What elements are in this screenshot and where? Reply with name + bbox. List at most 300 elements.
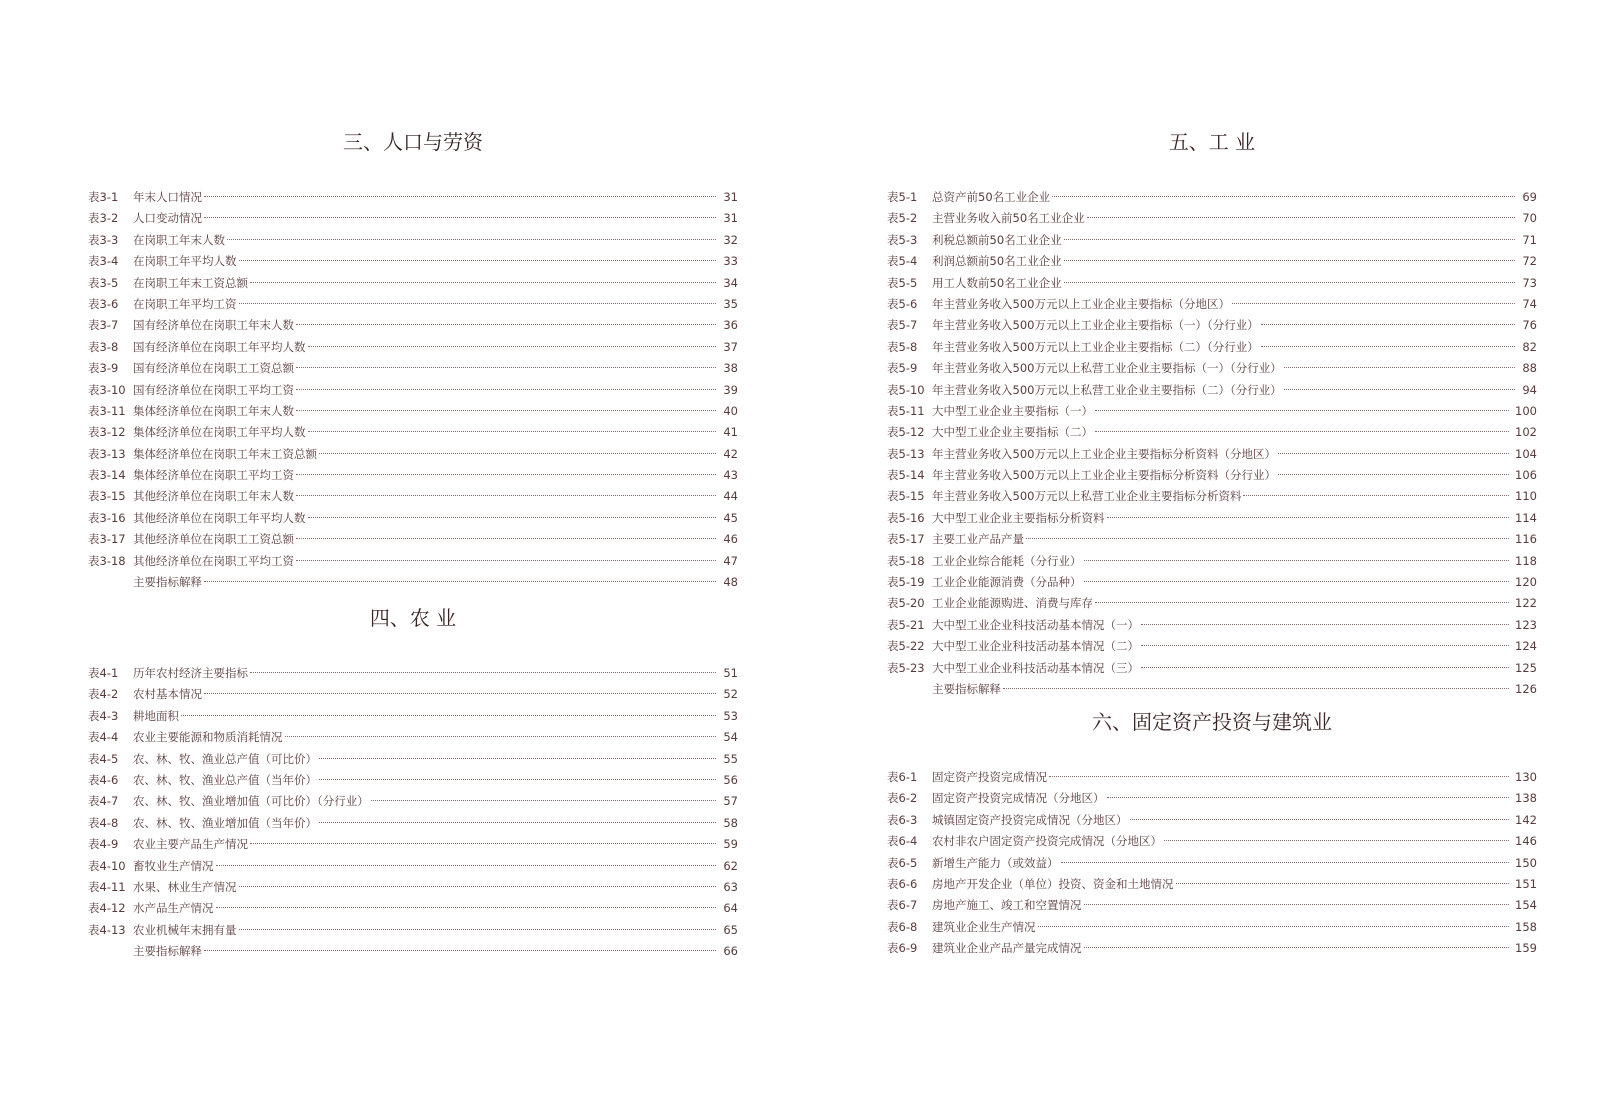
toc-entry[interactable] bbox=[887, 465, 1537, 486]
entry-title: 利税总额前50名工业企业 bbox=[932, 232, 1062, 247]
table-code: 表6-6 bbox=[887, 876, 918, 891]
toc-entry[interactable] bbox=[88, 465, 738, 486]
page-number: 37 bbox=[723, 339, 738, 354]
dot-leader bbox=[239, 886, 717, 887]
dot-leader bbox=[204, 217, 716, 218]
toc-entry[interactable] bbox=[88, 749, 738, 770]
dot-leader bbox=[1084, 904, 1510, 905]
toc-entry[interactable] bbox=[88, 486, 738, 507]
entry-title: 农、林、牧、渔业总产值（当年价） bbox=[133, 772, 317, 787]
entry-title: 农村基本情况 bbox=[133, 687, 202, 702]
page-number: 41 bbox=[723, 425, 738, 440]
table-code: 表3-11 bbox=[88, 403, 126, 418]
table-code: 表4-1 bbox=[88, 666, 119, 680]
toc-entry[interactable] bbox=[88, 358, 738, 379]
table-code: 表6-9 bbox=[887, 941, 918, 956]
page-number: 76 bbox=[1522, 318, 1537, 333]
dot-leader bbox=[1049, 776, 1509, 777]
table-code: 表5-11 bbox=[887, 403, 925, 418]
entry-title: 用工人数前50名工业企业 bbox=[932, 275, 1062, 290]
entry-title: 年主营业务收入500万元以上私营工业企业主要指标（二）（分行业） bbox=[932, 382, 1282, 397]
toc-entry[interactable] bbox=[887, 294, 1537, 315]
table-code: 表3-7 bbox=[88, 318, 119, 333]
table-code: 表3-9 bbox=[88, 361, 119, 376]
toc-entry[interactable] bbox=[88, 315, 738, 336]
page-number: 44 bbox=[723, 489, 738, 504]
table-code: 表3-12 bbox=[88, 425, 126, 440]
dot-leader bbox=[1284, 389, 1515, 390]
entry-title: 集体经济单位在岗职工年平均人数 bbox=[133, 425, 306, 440]
table-code: 表4-8 bbox=[88, 815, 119, 830]
entry-title: 总资产前50名工业企业 bbox=[932, 190, 1051, 204]
dot-leader bbox=[308, 431, 717, 432]
entry-title: 年主营业务收入500万元以上工业企业主要指标分析资料（分地区） bbox=[932, 446, 1276, 461]
page-number: 56 bbox=[723, 772, 738, 787]
page-number: 124 bbox=[1515, 639, 1537, 654]
page-number: 106 bbox=[1515, 468, 1537, 483]
table-code: 表4-4 bbox=[88, 730, 119, 745]
table-code: 表5-12 bbox=[887, 425, 925, 440]
entry-title: 畜牧业生产情况 bbox=[133, 858, 214, 873]
dot-leader bbox=[239, 260, 717, 261]
toc-entry[interactable] bbox=[88, 898, 738, 919]
page-number: 151 bbox=[1515, 876, 1537, 891]
dot-leader bbox=[1261, 346, 1515, 347]
dot-leader bbox=[1084, 947, 1510, 948]
entry-title: 建筑业企业生产情况 bbox=[932, 919, 1036, 934]
toc-entry[interactable] bbox=[887, 380, 1537, 401]
table-code: 表5-18 bbox=[887, 553, 925, 568]
entry-title: 主要指标解释 bbox=[133, 575, 202, 590]
page-number: 48 bbox=[723, 575, 738, 590]
table-code: 表5-9 bbox=[887, 361, 918, 376]
dot-leader bbox=[204, 950, 716, 951]
dot-leader bbox=[1052, 196, 1515, 197]
page-number: 65 bbox=[723, 922, 738, 937]
toc-entry[interactable] bbox=[88, 444, 738, 465]
entry-title: 年主营业务收入500万元以上工业企业主要指标（一）（分行业） bbox=[932, 318, 1259, 333]
toc-entry[interactable] bbox=[88, 813, 738, 834]
entry-title: 农、林、牧、渔业增加值（可比价）（分行业） bbox=[133, 794, 369, 809]
table-code: 表5-6 bbox=[887, 296, 918, 311]
dot-leader bbox=[216, 865, 717, 866]
entry-title: 农、林、牧、渔业总产值（可比价） bbox=[133, 751, 317, 766]
entry-title: 工业企业综合能耗（分行业） bbox=[932, 553, 1082, 568]
toc-entries bbox=[887, 187, 1537, 700]
table-code: 表5-1 bbox=[887, 190, 918, 204]
toc-entry[interactable] bbox=[887, 615, 1537, 636]
toc-entry[interactable] bbox=[88, 380, 738, 401]
dot-leader bbox=[319, 453, 716, 454]
table-code: 表5-14 bbox=[887, 468, 925, 483]
entry-title: 城镇固定资产投资完成情况（分地区） bbox=[932, 812, 1128, 827]
page-number: 114 bbox=[1515, 510, 1537, 525]
entry-title: 农、林、牧、渔业增加值（当年价） bbox=[133, 815, 317, 830]
toc-entry[interactable] bbox=[88, 706, 738, 727]
toc-entry[interactable] bbox=[887, 187, 1537, 208]
dot-leader bbox=[216, 907, 717, 908]
toc-entry[interactable] bbox=[88, 401, 738, 422]
toc-entry[interactable] bbox=[887, 938, 1537, 959]
page-number: 53 bbox=[723, 708, 738, 723]
dot-leader bbox=[1084, 581, 1510, 582]
toc-entry[interactable] bbox=[887, 895, 1537, 916]
dot-leader bbox=[319, 822, 716, 823]
toc-entries bbox=[88, 663, 738, 962]
toc-entry[interactable] bbox=[88, 791, 738, 812]
page-number: 66 bbox=[723, 944, 738, 959]
entry-title: 固定资产投资完成情况 bbox=[932, 770, 1047, 784]
page-number: 130 bbox=[1515, 770, 1537, 784]
page-number: 102 bbox=[1515, 425, 1537, 440]
entry-title: 年主营业务收入500万元以上私营工业企业主要指标分析资料 bbox=[932, 489, 1242, 504]
page-number: 45 bbox=[723, 510, 738, 525]
entry-title: 大中型工业企业主要指标（一） bbox=[932, 403, 1093, 418]
toc-entry[interactable] bbox=[88, 230, 738, 251]
dot-leader bbox=[296, 560, 716, 561]
table-code: 表3-13 bbox=[88, 446, 126, 461]
dot-leader bbox=[296, 389, 716, 390]
dot-leader bbox=[227, 239, 716, 240]
toc-entry[interactable] bbox=[887, 230, 1537, 251]
table-code: 表5-23 bbox=[887, 660, 925, 675]
table-code: 表3-2 bbox=[88, 211, 119, 226]
page-number: 58 bbox=[723, 815, 738, 830]
entry-title: 耕地面积 bbox=[133, 708, 179, 723]
dot-leader bbox=[296, 495, 716, 496]
page-number: 82 bbox=[1522, 339, 1537, 354]
entry-title: 在岗职工年末人数 bbox=[133, 232, 225, 247]
table-code: 表3-5 bbox=[88, 275, 119, 290]
toc-entry[interactable] bbox=[887, 444, 1537, 465]
toc-entry[interactable] bbox=[887, 315, 1537, 336]
page-number: 72 bbox=[1522, 254, 1537, 269]
toc-entry[interactable] bbox=[887, 551, 1537, 572]
page-number: 120 bbox=[1515, 575, 1537, 590]
toc-entry[interactable] bbox=[887, 788, 1537, 809]
dot-leader bbox=[181, 715, 716, 716]
dot-leader bbox=[250, 282, 716, 283]
page-number: 64 bbox=[723, 901, 738, 916]
table-code: 表4-10 bbox=[88, 858, 126, 873]
entry-title: 在岗职工年平均工资 bbox=[133, 296, 237, 311]
page-number: 34 bbox=[723, 275, 738, 290]
toc-entry[interactable] bbox=[887, 508, 1537, 529]
entry-title: 工业企业能源购进、消费与库存 bbox=[932, 596, 1093, 611]
toc-entry[interactable] bbox=[88, 422, 738, 443]
entry-title: 工业企业能源消费（分品种） bbox=[932, 575, 1082, 590]
dot-leader bbox=[371, 800, 716, 801]
toc-entry[interactable] bbox=[88, 529, 738, 550]
table-code: 表5-15 bbox=[887, 489, 925, 504]
dot-leader bbox=[1232, 303, 1515, 304]
table-code: 表3-3 bbox=[88, 232, 119, 247]
table-code: 表5-2 bbox=[887, 211, 918, 226]
page-number: 54 bbox=[723, 730, 738, 745]
page-number: 32 bbox=[723, 232, 738, 247]
dot-leader bbox=[1107, 517, 1510, 518]
page-number: 70 bbox=[1522, 211, 1537, 226]
toc-entry[interactable] bbox=[88, 337, 738, 358]
toc-entry[interactable] bbox=[887, 679, 1537, 700]
toc-entry[interactable] bbox=[887, 831, 1537, 852]
toc-entry[interactable] bbox=[88, 208, 738, 229]
dot-leader bbox=[1095, 431, 1509, 432]
toc-entry[interactable] bbox=[887, 636, 1537, 657]
table-code: 表3-15 bbox=[88, 489, 126, 504]
table-code: 表6-7 bbox=[887, 898, 918, 913]
dot-leader bbox=[1087, 217, 1515, 218]
toc-section-fixed-investment-construction bbox=[887, 707, 1537, 960]
toc-entry[interactable] bbox=[887, 529, 1537, 550]
dot-leader bbox=[250, 843, 716, 844]
toc-entry[interactable] bbox=[887, 273, 1537, 294]
table-code: 表5-8 bbox=[887, 339, 918, 354]
page-number: 38 bbox=[723, 361, 738, 376]
page-number: 52 bbox=[723, 687, 738, 702]
page-number: 36 bbox=[723, 318, 738, 333]
table-code: 表4-12 bbox=[88, 901, 126, 916]
dot-leader bbox=[1278, 474, 1509, 475]
page-number: 154 bbox=[1515, 898, 1537, 913]
entry-title: 历年农村经济主要指标 bbox=[133, 666, 248, 680]
dot-leader bbox=[250, 672, 716, 673]
entry-title: 大中型工业企业科技活动基本情况（一） bbox=[932, 617, 1139, 632]
table-code: 表3-16 bbox=[88, 510, 126, 525]
toc-entry[interactable] bbox=[887, 358, 1537, 379]
toc-entry[interactable] bbox=[88, 770, 738, 791]
dot-leader bbox=[1284, 367, 1515, 368]
toc-entry[interactable] bbox=[887, 251, 1537, 272]
dot-leader bbox=[308, 346, 717, 347]
table-code: 表4-7 bbox=[88, 794, 119, 809]
table-code: 表6-3 bbox=[887, 812, 918, 827]
dot-leader bbox=[296, 474, 716, 475]
toc-entry[interactable] bbox=[887, 572, 1537, 593]
dot-leader bbox=[1003, 688, 1509, 689]
toc-entry[interactable] bbox=[887, 767, 1537, 788]
toc-entry[interactable] bbox=[887, 853, 1537, 874]
entry-title: 年主营业务收入500万元以上工业企业主要指标（二）（分行业） bbox=[932, 339, 1259, 354]
entry-title: 建筑业企业产品产量完成情况 bbox=[932, 941, 1082, 956]
page-number: 138 bbox=[1515, 791, 1537, 806]
entry-title: 在岗职工年末工资总额 bbox=[133, 275, 248, 290]
dot-leader bbox=[1176, 883, 1510, 884]
table-code: 表4-13 bbox=[88, 922, 126, 937]
entry-title: 人口变动情况 bbox=[133, 211, 202, 226]
entry-title: 房地产施工、竣工和空置情况 bbox=[932, 898, 1082, 913]
entry-title: 农业机械年末拥有量 bbox=[133, 922, 237, 937]
page-number: 159 bbox=[1515, 941, 1537, 956]
dot-leader bbox=[1107, 797, 1510, 798]
page-number: 104 bbox=[1515, 446, 1537, 461]
page-number: 47 bbox=[723, 553, 738, 568]
toc-entry[interactable] bbox=[887, 337, 1537, 358]
section-heading: 四、农 业 bbox=[369, 606, 457, 630]
toc-entry[interactable] bbox=[887, 874, 1537, 895]
toc-entry[interactable] bbox=[88, 877, 738, 898]
entry-title: 其他经济单位在岗职工年末人数 bbox=[133, 489, 294, 504]
dot-leader bbox=[285, 736, 717, 737]
toc-entry[interactable] bbox=[88, 251, 738, 272]
page-number: 33 bbox=[723, 254, 738, 269]
page-number: 63 bbox=[723, 879, 738, 894]
toc-entry[interactable] bbox=[887, 422, 1537, 443]
toc-section-population-labor bbox=[88, 127, 738, 593]
dot-leader bbox=[1164, 840, 1509, 841]
table-code: 表5-5 bbox=[887, 275, 918, 290]
dot-leader bbox=[296, 538, 716, 539]
page-number: 110 bbox=[1515, 489, 1537, 504]
dot-leader bbox=[204, 196, 716, 197]
table-code: 表4-11 bbox=[88, 879, 126, 894]
toc-entry[interactable] bbox=[88, 727, 738, 748]
entry-title: 新增生产能力（或效益） bbox=[932, 855, 1059, 870]
table-code: 表5-20 bbox=[887, 596, 925, 611]
dot-leader bbox=[319, 779, 716, 780]
table-code: 表6-8 bbox=[887, 919, 918, 934]
dot-leader bbox=[239, 929, 717, 930]
toc-entry[interactable] bbox=[887, 658, 1537, 679]
entry-title: 集体经济单位在岗职工年末工资总额 bbox=[133, 446, 317, 461]
entry-title: 在岗职工年平均人数 bbox=[133, 254, 237, 269]
toc-entry[interactable] bbox=[88, 941, 738, 962]
dot-leader bbox=[1026, 538, 1509, 539]
entry-title: 农业主要能源和物质消耗情况 bbox=[133, 730, 283, 745]
toc-entry[interactable] bbox=[887, 917, 1537, 938]
toc-entry[interactable] bbox=[887, 486, 1537, 507]
toc-entry[interactable] bbox=[88, 834, 738, 855]
entry-title: 水产品生产情况 bbox=[133, 901, 214, 916]
toc-entry[interactable] bbox=[88, 273, 738, 294]
entry-title: 大中型工业企业主要指标分析资料 bbox=[932, 510, 1105, 525]
dot-leader bbox=[1141, 624, 1509, 625]
toc-entry[interactable] bbox=[88, 663, 738, 684]
section-heading: 六、固定资产投资与建筑业 bbox=[1092, 710, 1332, 734]
toc-entry[interactable] bbox=[88, 920, 738, 941]
dot-leader bbox=[1095, 602, 1509, 603]
dot-leader bbox=[296, 410, 716, 411]
table-code: 表3-6 bbox=[88, 296, 119, 311]
table-code: 表5-21 bbox=[887, 617, 925, 632]
table-code: 表5-17 bbox=[887, 532, 925, 547]
toc-entry[interactable] bbox=[887, 593, 1537, 614]
entry-title: 利润总额前50名工业企业 bbox=[932, 254, 1062, 269]
dot-leader bbox=[1064, 260, 1515, 261]
table-code: 表3-1 bbox=[88, 190, 119, 204]
toc-entry[interactable] bbox=[88, 856, 738, 877]
dot-leader bbox=[1141, 667, 1509, 668]
toc-entries bbox=[887, 767, 1537, 960]
page-number: 122 bbox=[1515, 596, 1537, 611]
entry-title: 农村非农户固定资产投资完成情况（分地区） bbox=[932, 834, 1162, 849]
dot-leader bbox=[296, 324, 716, 325]
table-code: 表4-9 bbox=[88, 837, 119, 852]
toc-entry[interactable] bbox=[88, 187, 738, 208]
dot-leader bbox=[204, 581, 716, 582]
page-number: 100 bbox=[1515, 403, 1537, 418]
page-number: 142 bbox=[1515, 812, 1537, 827]
page-number: 118 bbox=[1515, 553, 1537, 568]
toc-entry[interactable] bbox=[88, 551, 738, 572]
table-code: 表5-10 bbox=[887, 382, 925, 397]
page-number: 59 bbox=[723, 837, 738, 852]
table-code: 表4-3 bbox=[88, 708, 119, 723]
dot-leader bbox=[308, 517, 717, 518]
dot-leader bbox=[296, 367, 716, 368]
entry-title: 国有经济单位在岗职工年末人数 bbox=[133, 318, 294, 333]
table-code: 表5-3 bbox=[887, 232, 918, 247]
page-number: 57 bbox=[723, 794, 738, 809]
page-number: 51 bbox=[723, 666, 738, 680]
toc-entry[interactable] bbox=[88, 508, 738, 529]
entry-title: 年主营业务收入500万元以上私营工业企业主要指标（一）（分行业） bbox=[932, 361, 1282, 376]
table-code: 表4-6 bbox=[88, 772, 119, 787]
toc-entry[interactable] bbox=[887, 208, 1537, 229]
page-number: 40 bbox=[723, 403, 738, 418]
dot-leader bbox=[1084, 560, 1510, 561]
page-number: 42 bbox=[723, 446, 738, 461]
entry-title: 大中型工业企业主要指标（二） bbox=[932, 425, 1093, 440]
page-number: 116 bbox=[1515, 532, 1537, 547]
entry-title: 主要指标解释 bbox=[932, 681, 1001, 696]
page-number: 35 bbox=[723, 296, 738, 311]
toc-entry[interactable] bbox=[887, 810, 1537, 831]
toc-section-industry bbox=[887, 127, 1537, 700]
page-number: 46 bbox=[723, 532, 738, 547]
section-heading: 三、人口与劳资 bbox=[343, 130, 483, 154]
page-number: 125 bbox=[1515, 660, 1537, 675]
page-number: 150 bbox=[1515, 855, 1537, 870]
table-code: 表4-2 bbox=[88, 687, 119, 702]
page-number: 158 bbox=[1515, 919, 1537, 934]
toc-entry[interactable] bbox=[88, 684, 738, 705]
toc-entry[interactable] bbox=[887, 401, 1537, 422]
toc-entry[interactable] bbox=[88, 572, 738, 593]
toc-entry[interactable] bbox=[88, 294, 738, 315]
entry-title: 主要指标解释 bbox=[133, 944, 202, 959]
dot-leader bbox=[1141, 645, 1509, 646]
entry-title: 农业主要产品生产情况 bbox=[133, 837, 248, 852]
entry-title: 集体经济单位在岗职工平均工资 bbox=[133, 468, 294, 483]
page-number: 74 bbox=[1522, 296, 1537, 311]
entry-title: 主要工业产品产量 bbox=[932, 532, 1024, 547]
dot-leader bbox=[239, 303, 717, 304]
entry-title: 其他经济单位在岗职工工资总额 bbox=[133, 532, 294, 547]
table-code: 表3-18 bbox=[88, 553, 126, 568]
entry-title: 年主营业务收入500万元以上工业企业主要指标（分地区） bbox=[932, 296, 1230, 311]
table-code: 表6-4 bbox=[887, 834, 918, 849]
page-number: 39 bbox=[723, 382, 738, 397]
dot-leader bbox=[1278, 453, 1509, 454]
page-number: 71 bbox=[1522, 232, 1537, 247]
table-code: 表6-1 bbox=[887, 770, 918, 784]
table-code: 表5-7 bbox=[887, 318, 918, 333]
page-number: 94 bbox=[1522, 382, 1537, 397]
table-code: 表5-4 bbox=[887, 254, 918, 269]
table-code: 表5-22 bbox=[887, 639, 925, 654]
page-number: 88 bbox=[1522, 361, 1537, 376]
entry-title: 主营业务收入前50名工业企业 bbox=[932, 211, 1085, 226]
dot-leader bbox=[1038, 926, 1510, 927]
dot-leader bbox=[1095, 410, 1509, 411]
table-code: 表5-19 bbox=[887, 575, 925, 590]
entry-title: 水果、林业生产情况 bbox=[133, 879, 237, 894]
entry-title: 年末人口情况 bbox=[133, 190, 202, 204]
entry-title: 房地产开发企业（单位）投资、资金和土地情况 bbox=[932, 876, 1174, 891]
page-number: 31 bbox=[723, 211, 738, 226]
page-number: 146 bbox=[1515, 834, 1537, 849]
